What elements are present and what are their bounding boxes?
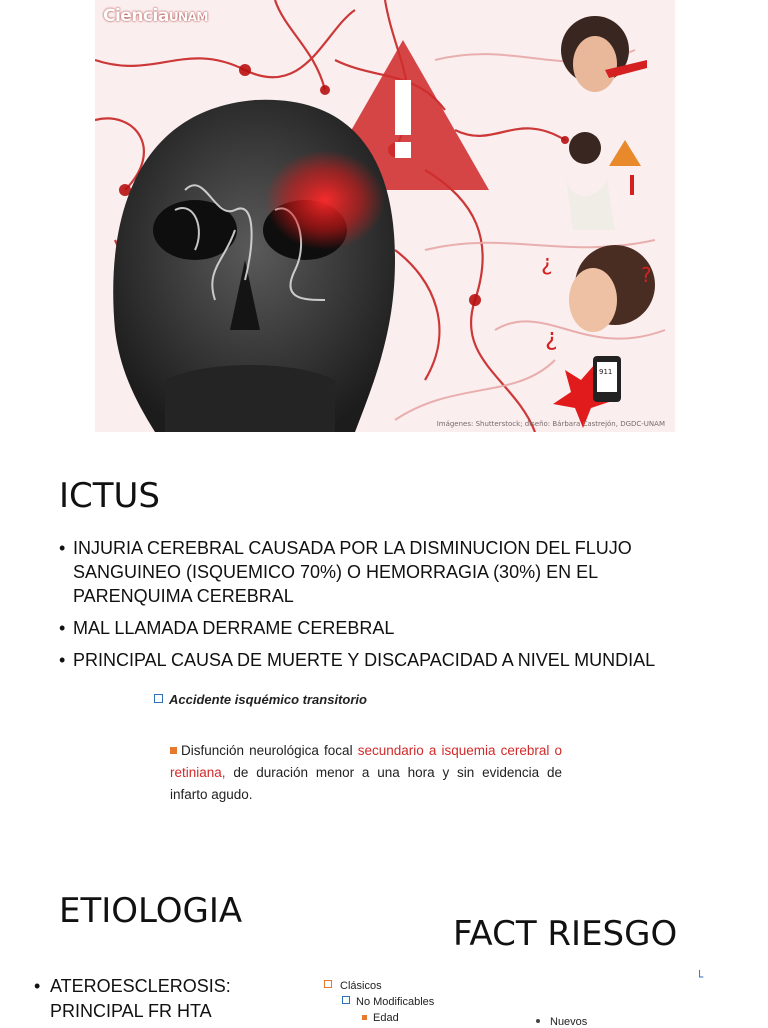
risk-factor-outline bbox=[320, 974, 620, 1028]
age-label: Edad bbox=[373, 1012, 399, 1024]
outline-item-new bbox=[536, 1016, 587, 1028]
non-modifiable-label: No Modificables bbox=[356, 996, 435, 1008]
ait-body-post: de duración menor a una hora y sin evidencia de infarto agudo. bbox=[170, 765, 562, 802]
svg-text:¿: ¿ bbox=[545, 323, 558, 351]
square-bullet-icon bbox=[154, 694, 163, 703]
ictus-bullet-list bbox=[59, 536, 699, 680]
ait-body-highlight: secundario a isquemia cerebral o retiniana, bbox=[170, 743, 562, 780]
symptom-arm bbox=[565, 132, 641, 230]
skull-xray bbox=[113, 100, 395, 432]
hero-illustration bbox=[95, 0, 675, 432]
outline-item-classics bbox=[324, 980, 382, 992]
svg-text:911: 911 bbox=[599, 368, 613, 376]
list-item: • MAL LLAMADA DERRAME CEREBRAL bbox=[59, 616, 699, 640]
ait-heading-text: Accidente isquémico transitorio bbox=[169, 692, 367, 707]
list-item: • ATEROESCLEROSIS: PRINCIPAL FR HTA bbox=[34, 974, 264, 1024]
outline-item-non-modifiable bbox=[342, 996, 434, 1008]
square-bullet-icon bbox=[170, 747, 177, 754]
classics-label: Clásicos bbox=[340, 980, 382, 992]
square-bullet-icon bbox=[362, 1015, 367, 1020]
section-title-etiologia: ETIOLOGIA bbox=[59, 891, 243, 931]
square-bullet-icon bbox=[324, 980, 332, 988]
ait-body-pre: Disfunción neurológica focal bbox=[181, 743, 358, 758]
symptom-face bbox=[561, 16, 647, 92]
ait-definition-box bbox=[150, 686, 580, 816]
etiologia-list bbox=[34, 974, 264, 1024]
stroke-illustration bbox=[95, 0, 675, 432]
fragment-glyph-icon: └ bbox=[696, 970, 704, 984]
outline-item-age bbox=[362, 1012, 399, 1024]
ait-heading bbox=[154, 692, 367, 707]
svg-text:?: ? bbox=[641, 263, 652, 287]
list-item: • INJURIA CEREBRAL CAUSADA POR LA DISMINUCION DEL FLUJO SANGUINEO (ISQUEMICO 70%) O HEMORRAGIA (30%) EN EL PARENQUIMA CEREBRAL bbox=[59, 536, 699, 608]
section-title-fact-riesgo: FACT RIESGO bbox=[453, 914, 678, 954]
image-credit: Imágenes: Shutterstock; diseño: Bárbara Castrejón, DGDC-UNAM bbox=[436, 420, 665, 428]
dot-bullet-icon bbox=[536, 1019, 540, 1023]
symptom-speech bbox=[541, 245, 655, 351]
brand-suffix: UNAM bbox=[168, 10, 208, 24]
phone-911-icon bbox=[553, 356, 621, 428]
ciencia-unam-logo bbox=[103, 6, 208, 26]
square-bullet-icon bbox=[342, 996, 350, 1004]
section-title-ictus: ICTUS bbox=[59, 476, 161, 516]
ait-body bbox=[170, 740, 562, 806]
new-label: Nuevos bbox=[550, 1016, 588, 1028]
svg-text:¿: ¿ bbox=[541, 251, 553, 276]
list-item: • PRINCIPAL CAUSA DE MUERTE Y DISCAPACIDAD A NIVEL MUNDIAL bbox=[59, 648, 699, 672]
brand-name: Ciencia bbox=[103, 6, 169, 26]
